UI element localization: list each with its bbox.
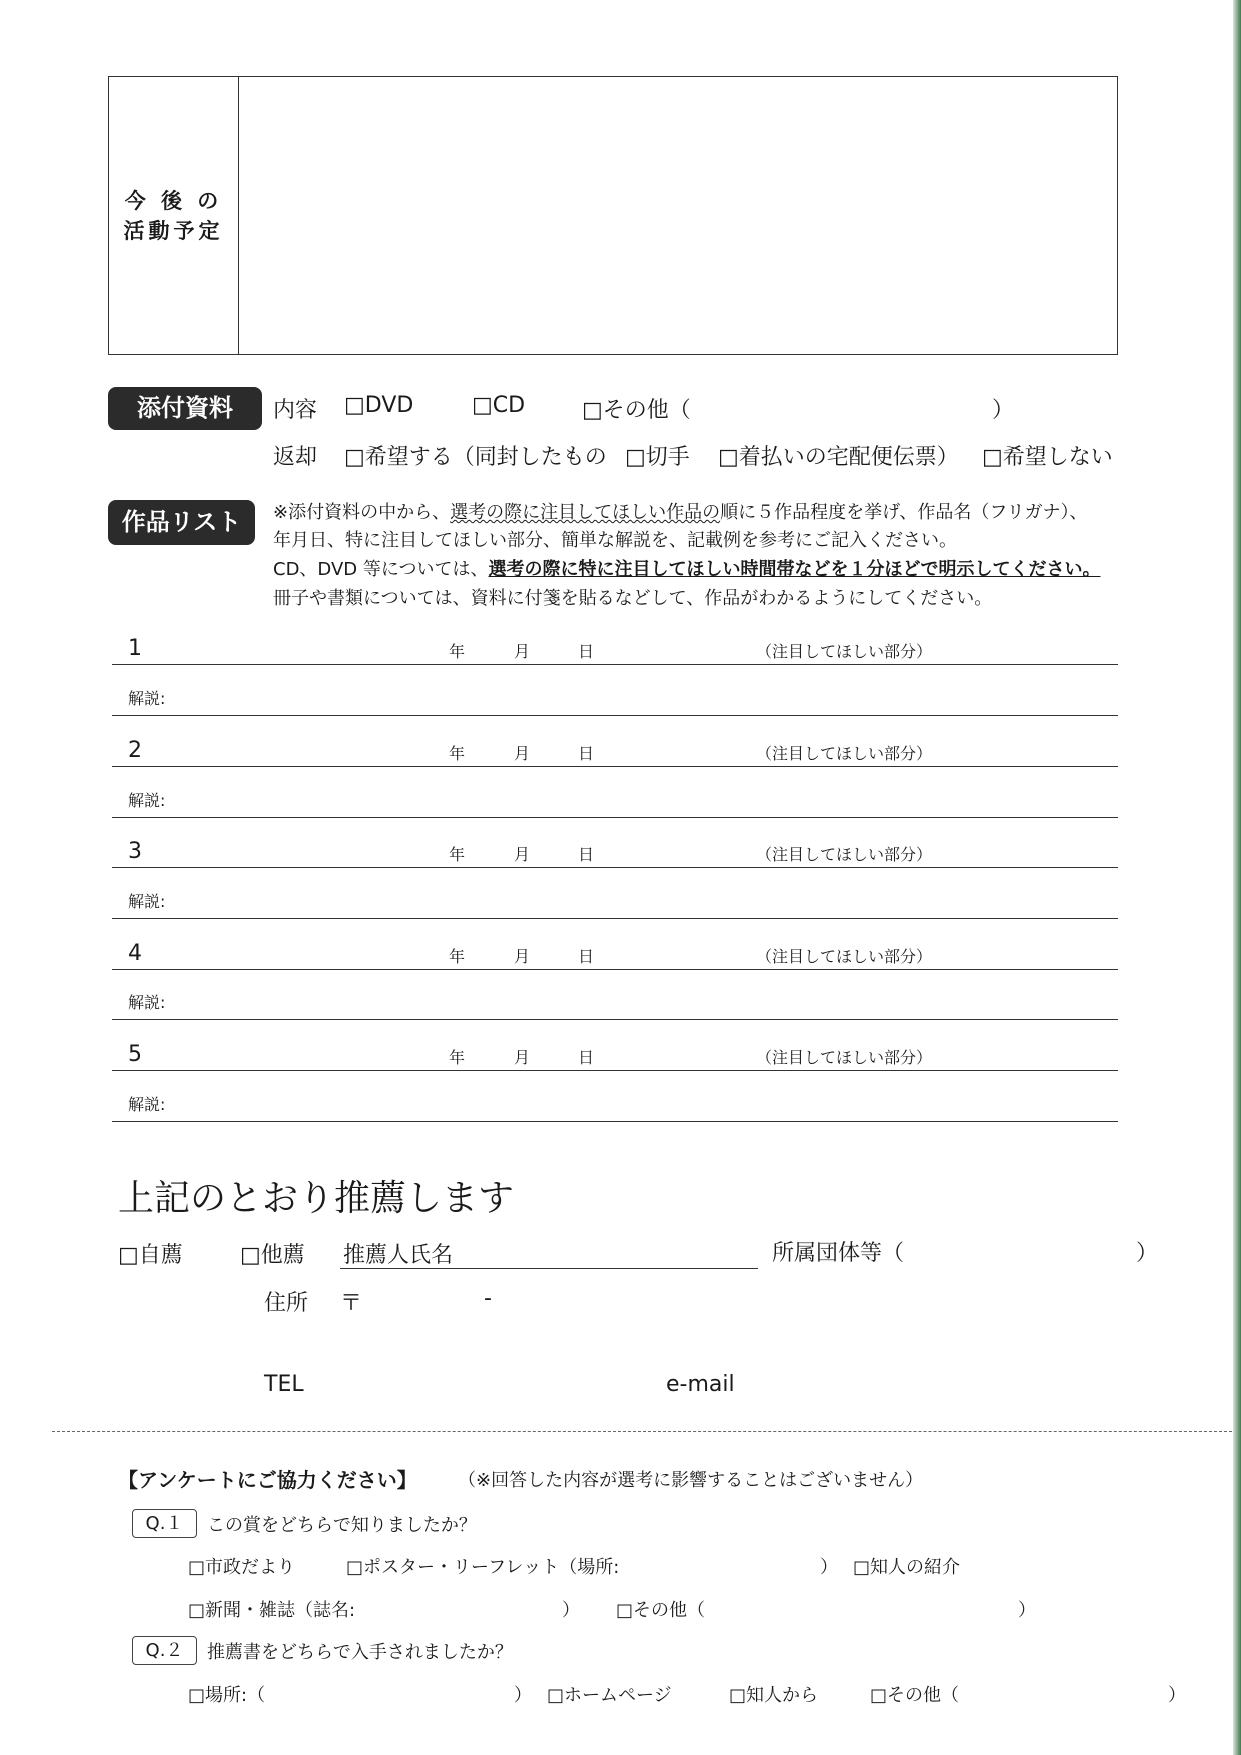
- work-year: 年: [449, 845, 466, 864]
- q2-acquaintance-checkbox[interactable]: □知人から: [729, 1685, 819, 1706]
- work-day: 日: [578, 1048, 595, 1067]
- attachments-badge: 添付資料: [108, 387, 262, 430]
- q2-other-checkbox[interactable]: □その他（: [870, 1685, 960, 1706]
- work-description-label: 解説:: [128, 689, 166, 708]
- q1-poster-close-paren: ）: [820, 1557, 838, 1578]
- work-focus: （注目してほしい部分）: [756, 642, 933, 661]
- return-no-checkbox[interactable]: □希望しない: [982, 445, 1113, 470]
- future-plans-label-line1: 今 後 の: [124, 188, 223, 213]
- work-focus: （注目してほしい部分）: [756, 744, 933, 763]
- work-month: 月: [514, 642, 531, 661]
- q2-place-checkbox[interactable]: □場所:（: [188, 1685, 266, 1706]
- address-label: 住所: [264, 1291, 309, 1316]
- work-description-line[interactable]: [112, 1019, 1118, 1020]
- work-title-line[interactable]: [112, 1070, 1118, 1071]
- work-day: 日: [578, 642, 595, 661]
- work-focus: （注目してほしい部分）: [756, 1048, 933, 1067]
- dvd-checkbox[interactable]: □DVD: [344, 393, 414, 418]
- survey-note: （※回答した内容が選考に影響することはございません）: [458, 1470, 924, 1491]
- survey-title: 【アンケートにご協力ください】: [118, 1468, 417, 1492]
- works-note-line4: 冊子や書類については、資料に付箋を貼るなどして、作品がわかるようにしてください。: [273, 588, 993, 609]
- work-title-line[interactable]: [112, 867, 1118, 868]
- future-plans-box: [108, 76, 1118, 355]
- works-list-badge: 作品リスト: [108, 500, 255, 545]
- self-recommend-checkbox[interactable]: □自薦: [118, 1243, 183, 1268]
- email-label: e-mail: [666, 1372, 735, 1397]
- q2-place-close-paren: ）: [514, 1685, 532, 1706]
- future-plans-label: [109, 77, 238, 354]
- q2-other-close-paren: ）: [1168, 1685, 1186, 1706]
- work-year: 年: [449, 744, 466, 763]
- recommend-heading: 上記のとおり推薦します: [118, 1178, 515, 1219]
- return-cod-checkbox[interactable]: □着払いの宅配便伝票）: [718, 445, 959, 470]
- q1-acquaintance-checkbox[interactable]: □知人の紹介: [853, 1557, 961, 1578]
- q1-poster-checkbox[interactable]: □ポスター・リーフレット（場所:: [346, 1557, 620, 1578]
- work-number: 1: [128, 636, 142, 661]
- work-year: 年: [449, 947, 466, 966]
- works-note-1b: 選考の際に注目してほしい作品の: [450, 502, 721, 523]
- work-day: 日: [578, 947, 595, 966]
- page-edge: [1233, 0, 1241, 1755]
- q1-question: この賞をどちらで知りましたか？: [207, 1515, 477, 1536]
- work-number: 2: [128, 738, 142, 763]
- return-label: 返却: [273, 445, 318, 470]
- other-close-paren: ）: [992, 398, 1015, 423]
- works-note-3b: 選考の際に特に注目してほしい時間帯などを１分ほどで明示してください。: [488, 559, 1101, 580]
- work-description-label: 解説:: [128, 993, 166, 1012]
- postal-dash: -: [484, 1286, 492, 1311]
- works-note-1a: ※添付資料の中から、: [273, 502, 451, 523]
- work-description-line[interactable]: [112, 817, 1118, 818]
- recommender-name-label: 推薦人氏名: [343, 1243, 454, 1268]
- work-month: 月: [514, 947, 531, 966]
- work-year: 年: [449, 1048, 466, 1067]
- work-day: 日: [578, 744, 595, 763]
- content-label: 内容: [273, 398, 318, 423]
- work-number: 3: [128, 839, 142, 864]
- work-description-line[interactable]: [112, 1121, 1118, 1122]
- affiliation-label: 所属団体等（: [772, 1241, 905, 1266]
- q1-other-checkbox[interactable]: □その他（: [616, 1600, 706, 1621]
- work-description-label: 解説:: [128, 791, 166, 810]
- future-plans-field[interactable]: [249, 87, 1109, 342]
- work-title-line[interactable]: [112, 969, 1118, 970]
- q1-newspaper-checkbox[interactable]: □新聞・雑誌（誌名:: [188, 1600, 356, 1621]
- future-plans-divider: [238, 77, 239, 354]
- q2-question: 推薦書をどちらで入手されましたか？: [207, 1642, 513, 1663]
- future-plans-label-line2: 活動予定: [123, 218, 224, 243]
- works-note-line3: [273, 555, 1101, 581]
- work-month: 月: [514, 1048, 531, 1067]
- work-description-label: 解説:: [128, 892, 166, 911]
- affiliation-close-paren: ）: [1136, 1241, 1159, 1266]
- q1-other-close-paren: ）: [1018, 1600, 1036, 1621]
- other-checkbox[interactable]: □その他（: [582, 398, 691, 423]
- work-description-label: 解説:: [128, 1095, 166, 1114]
- work-focus: （注目してほしい部分）: [756, 947, 933, 966]
- works-note-3a: CD、DVD 等については、: [273, 559, 489, 580]
- work-day: 日: [578, 845, 595, 864]
- work-year: 年: [449, 642, 466, 661]
- q1-newspaper-close-paren: ）: [562, 1600, 580, 1621]
- q2-homepage-checkbox[interactable]: □ホームページ: [547, 1685, 672, 1706]
- recommender-name-field[interactable]: [340, 1268, 758, 1269]
- work-description-line[interactable]: [112, 715, 1118, 716]
- work-title-line[interactable]: [112, 664, 1118, 665]
- work-focus: （注目してほしい部分）: [756, 845, 933, 864]
- works-note-line1: [273, 498, 1087, 524]
- other-recommend-checkbox[interactable]: □他薦: [240, 1243, 305, 1268]
- q1-city-news-checkbox[interactable]: □市政だより: [188, 1557, 296, 1578]
- works-note-line2: 年月日、特に注目してほしい部分、簡単な解説を、記載例を参考にご記入ください。: [273, 530, 957, 551]
- work-number: 4: [128, 941, 142, 966]
- work-description-line[interactable]: [112, 918, 1118, 919]
- q1-label: Q.１: [132, 1509, 197, 1538]
- work-title-line[interactable]: [112, 766, 1118, 767]
- postal-mark: 〒: [340, 1291, 363, 1316]
- cut-line: [52, 1431, 1232, 1432]
- tel-label: TEL: [264, 1372, 304, 1397]
- q2-label: Q.２: [132, 1636, 197, 1665]
- cd-checkbox[interactable]: □CD: [472, 393, 526, 418]
- return-want-checkbox[interactable]: □希望する（同封したもの: [344, 445, 607, 470]
- work-number: 5: [128, 1042, 142, 1067]
- return-stamp-checkbox[interactable]: □切手: [625, 445, 690, 470]
- work-month: 月: [514, 744, 531, 763]
- work-month: 月: [514, 845, 531, 864]
- works-note-1c: 順に５作品程度を挙げ、作品名（フリガナ）、: [720, 502, 1088, 523]
